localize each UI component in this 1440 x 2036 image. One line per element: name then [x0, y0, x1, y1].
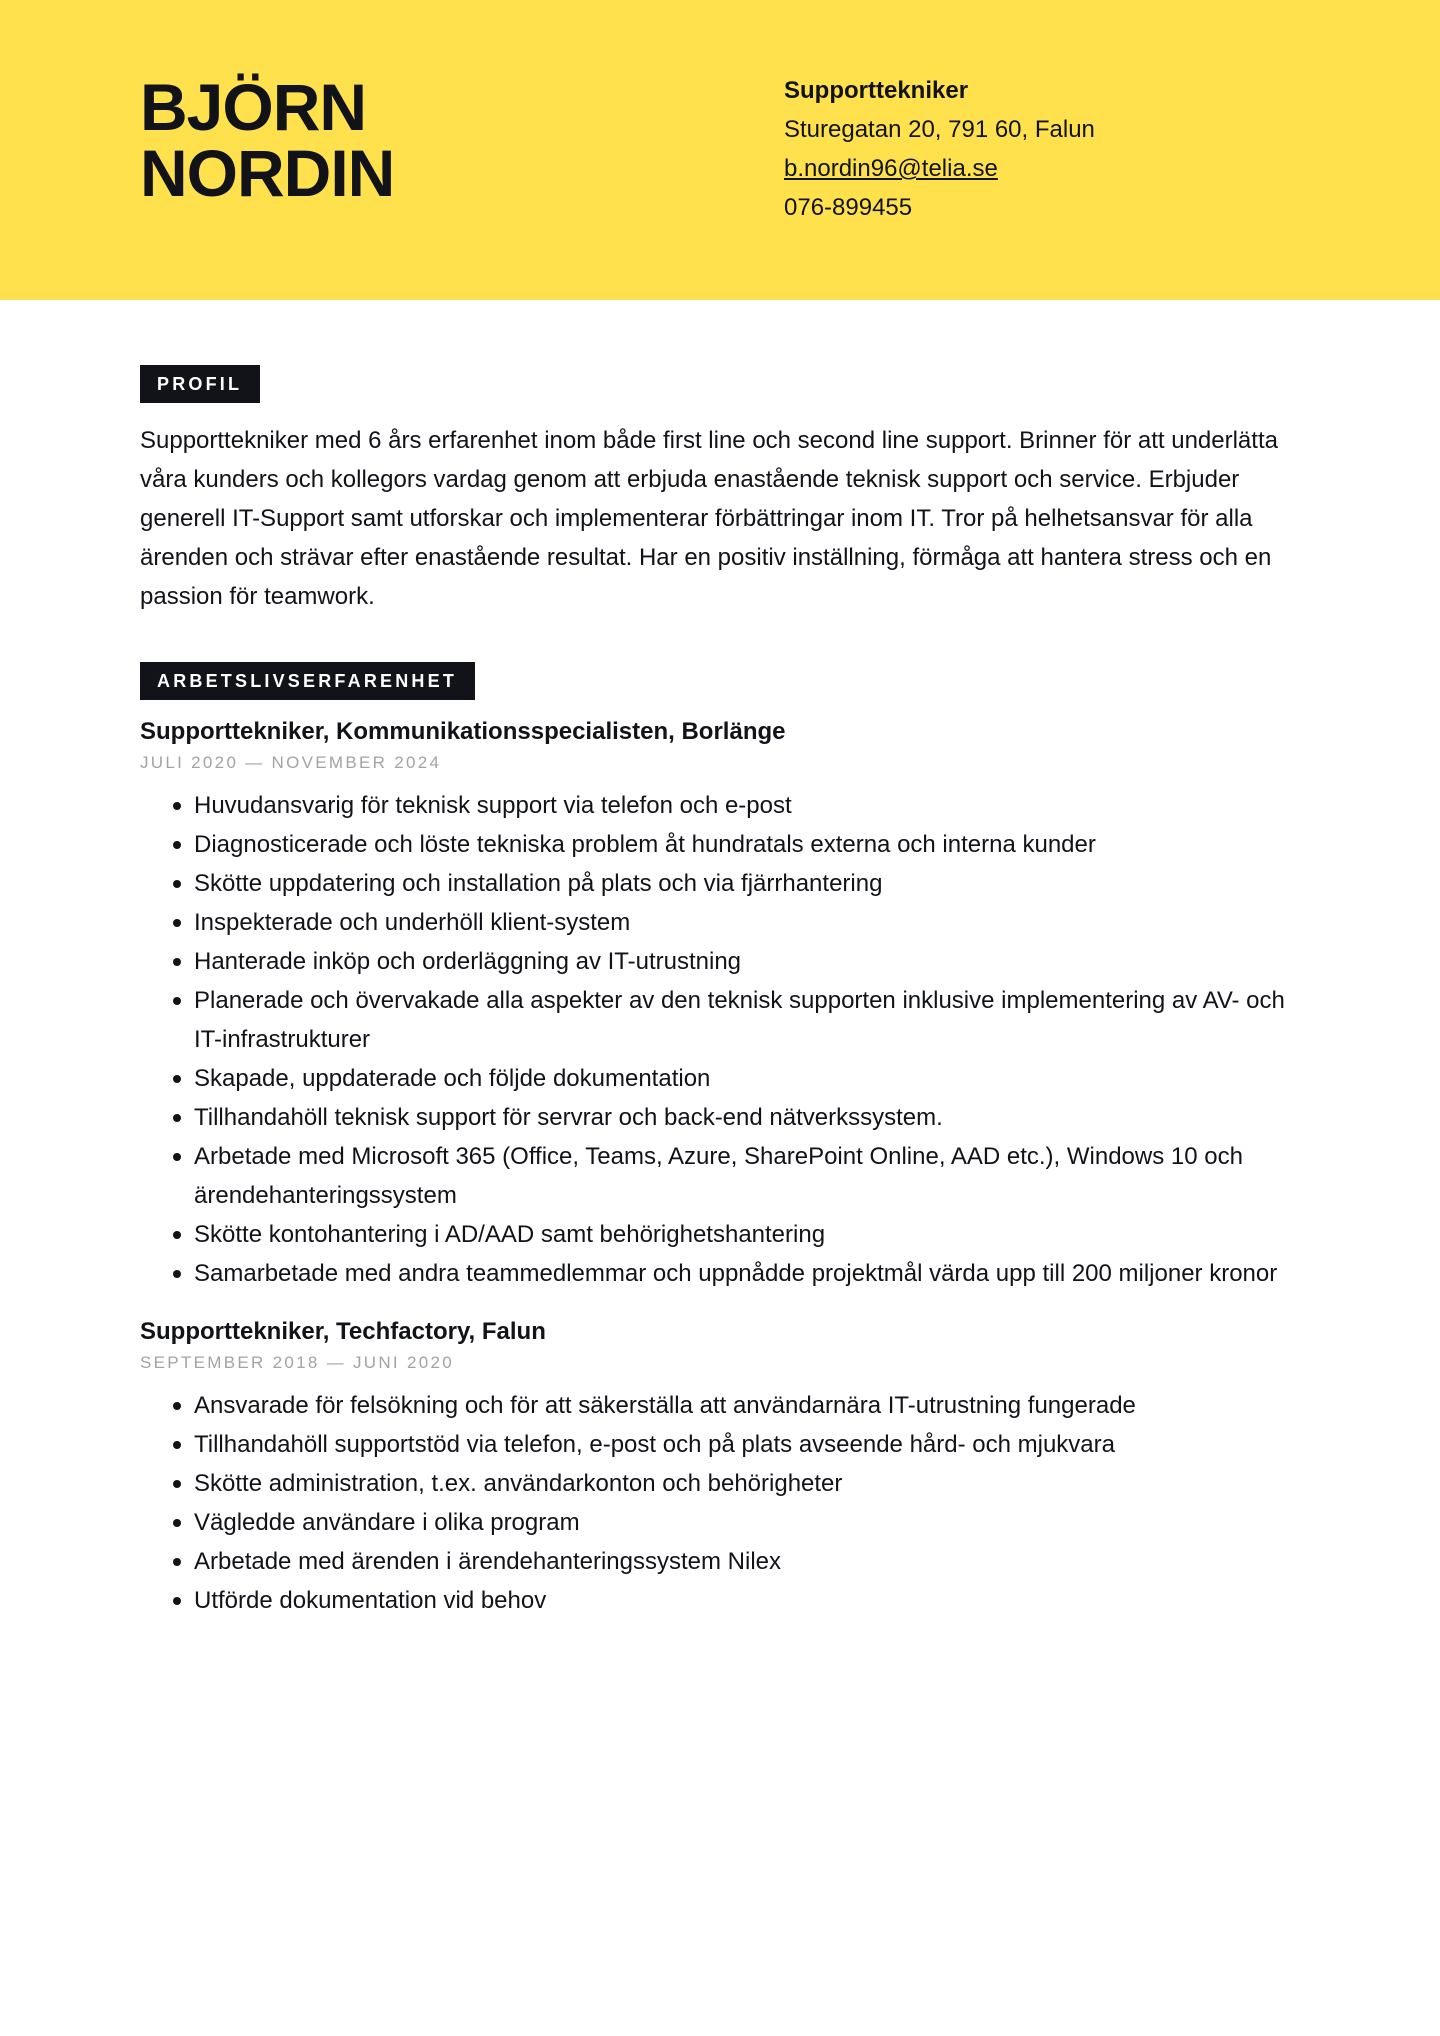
bullet-item: Skötte kontohantering i AD/AAD samt behörighetshantering — [140, 1215, 1310, 1254]
job-dates: JULI 2020 — NOVEMBER 2024 — [140, 753, 442, 772]
bullet-item: Arbetade med Microsoft 365 (Office, Teams, Azure, SharePoint Online, AAD etc.), Windows 10 och ärendehanteringssystem — [140, 1137, 1310, 1215]
job-title: Supporttekniker, Techfactory, Falun — [140, 1318, 546, 1345]
bullet-item: Skötte administration, t.ex. användarkonton och behörigheter — [140, 1464, 1310, 1503]
bullet-item: Tillhandahöll teknisk support för servrar och back-end nätverkssystem. — [140, 1098, 1310, 1137]
bullet-item: Skötte uppdatering och installation på plats och via fjärrhantering — [140, 864, 1310, 903]
profile-section — [140, 365, 1310, 616]
candidate-name — [140, 70, 395, 210]
bullet-item: Ansvarade för felsökning och för att säkerställa att användarnära IT-utrustning fungerade — [140, 1386, 1310, 1425]
job-role: Supporttekniker — [784, 77, 969, 104]
bullet-item: Inspekterade och underhöll klient-system — [140, 903, 1310, 942]
bullet-item: Diagnosticerade och löste tekniska problem åt hundratals externa och interna kunder — [140, 825, 1310, 864]
profile-heading: PROFIL — [140, 365, 260, 403]
job-bullets — [140, 786, 1310, 1293]
email-link[interactable]: b.nordin96@telia.se — [784, 155, 998, 182]
bullet-item: Utförde dokumentation vid behov — [140, 1581, 1310, 1620]
first-name: BJÖRN — [140, 70, 367, 144]
job-title: Supporttekniker, Kommunikationsspecialisten, Borlänge — [140, 718, 786, 745]
phone: 076-899455 — [784, 194, 913, 221]
resume-header — [0, 0, 1440, 300]
bullet-item: Planerade och övervakade alla aspekter av den teknisk supporten inklusive implementering av AV- och IT-infrastrukturer — [140, 981, 1310, 1059]
bullet-item: Arbetade med ärenden i ärendehanteringssystem Nilex — [140, 1542, 1310, 1581]
bullet-item: Skapade, uppdaterade och följde dokumentation — [140, 1059, 1310, 1098]
bullet-item: Hanterade inköp och orderläggning av IT-utrustning — [140, 942, 1310, 981]
bullet-item: Tillhandahöll supportstöd via telefon, e-post och på plats avseende hård- och mjukvara — [140, 1425, 1310, 1464]
bullet-item: Huvudansvarig för teknisk support via telefon och e-post — [140, 786, 1310, 825]
experience-heading: ARBETSLIVSERFARENHET — [140, 662, 475, 700]
last-name: NORDIN — [140, 136, 395, 210]
bullet-item: Samarbetade med andra teammedlemmar och uppnådde projektmål värda upp till 200 miljoner kronor — [140, 1254, 1310, 1293]
job-entry — [140, 715, 1310, 1293]
job-dates: SEPTEMBER 2018 — JUNI 2020 — [140, 1353, 454, 1372]
profile-text: Supporttekniker med 6 års erfarenhet inom både first line och second line support. Brinner för att underlätta våra kunders och kollegors vardag genom att erbjuda enastående teknisk support och service. Erbjuder generell IT-Support samt utforskar och implementerar förbättringar inom IT. Tror på helhetsansvar för alla ärenden och strävar efter enastående resultat. Har en positiv inställning, förmåga att hantera stress och en passion för teamwork. — [140, 427, 1278, 610]
experience-section — [140, 662, 1310, 1620]
bullet-item: Vägledde användare i olika program — [140, 1503, 1310, 1542]
contact-block — [784, 71, 1095, 227]
job-entry — [140, 1315, 1310, 1620]
resume-body — [140, 365, 1310, 1620]
address: Sturegatan 20, 791 60, Falun — [784, 116, 1095, 143]
job-bullets — [140, 1386, 1310, 1620]
